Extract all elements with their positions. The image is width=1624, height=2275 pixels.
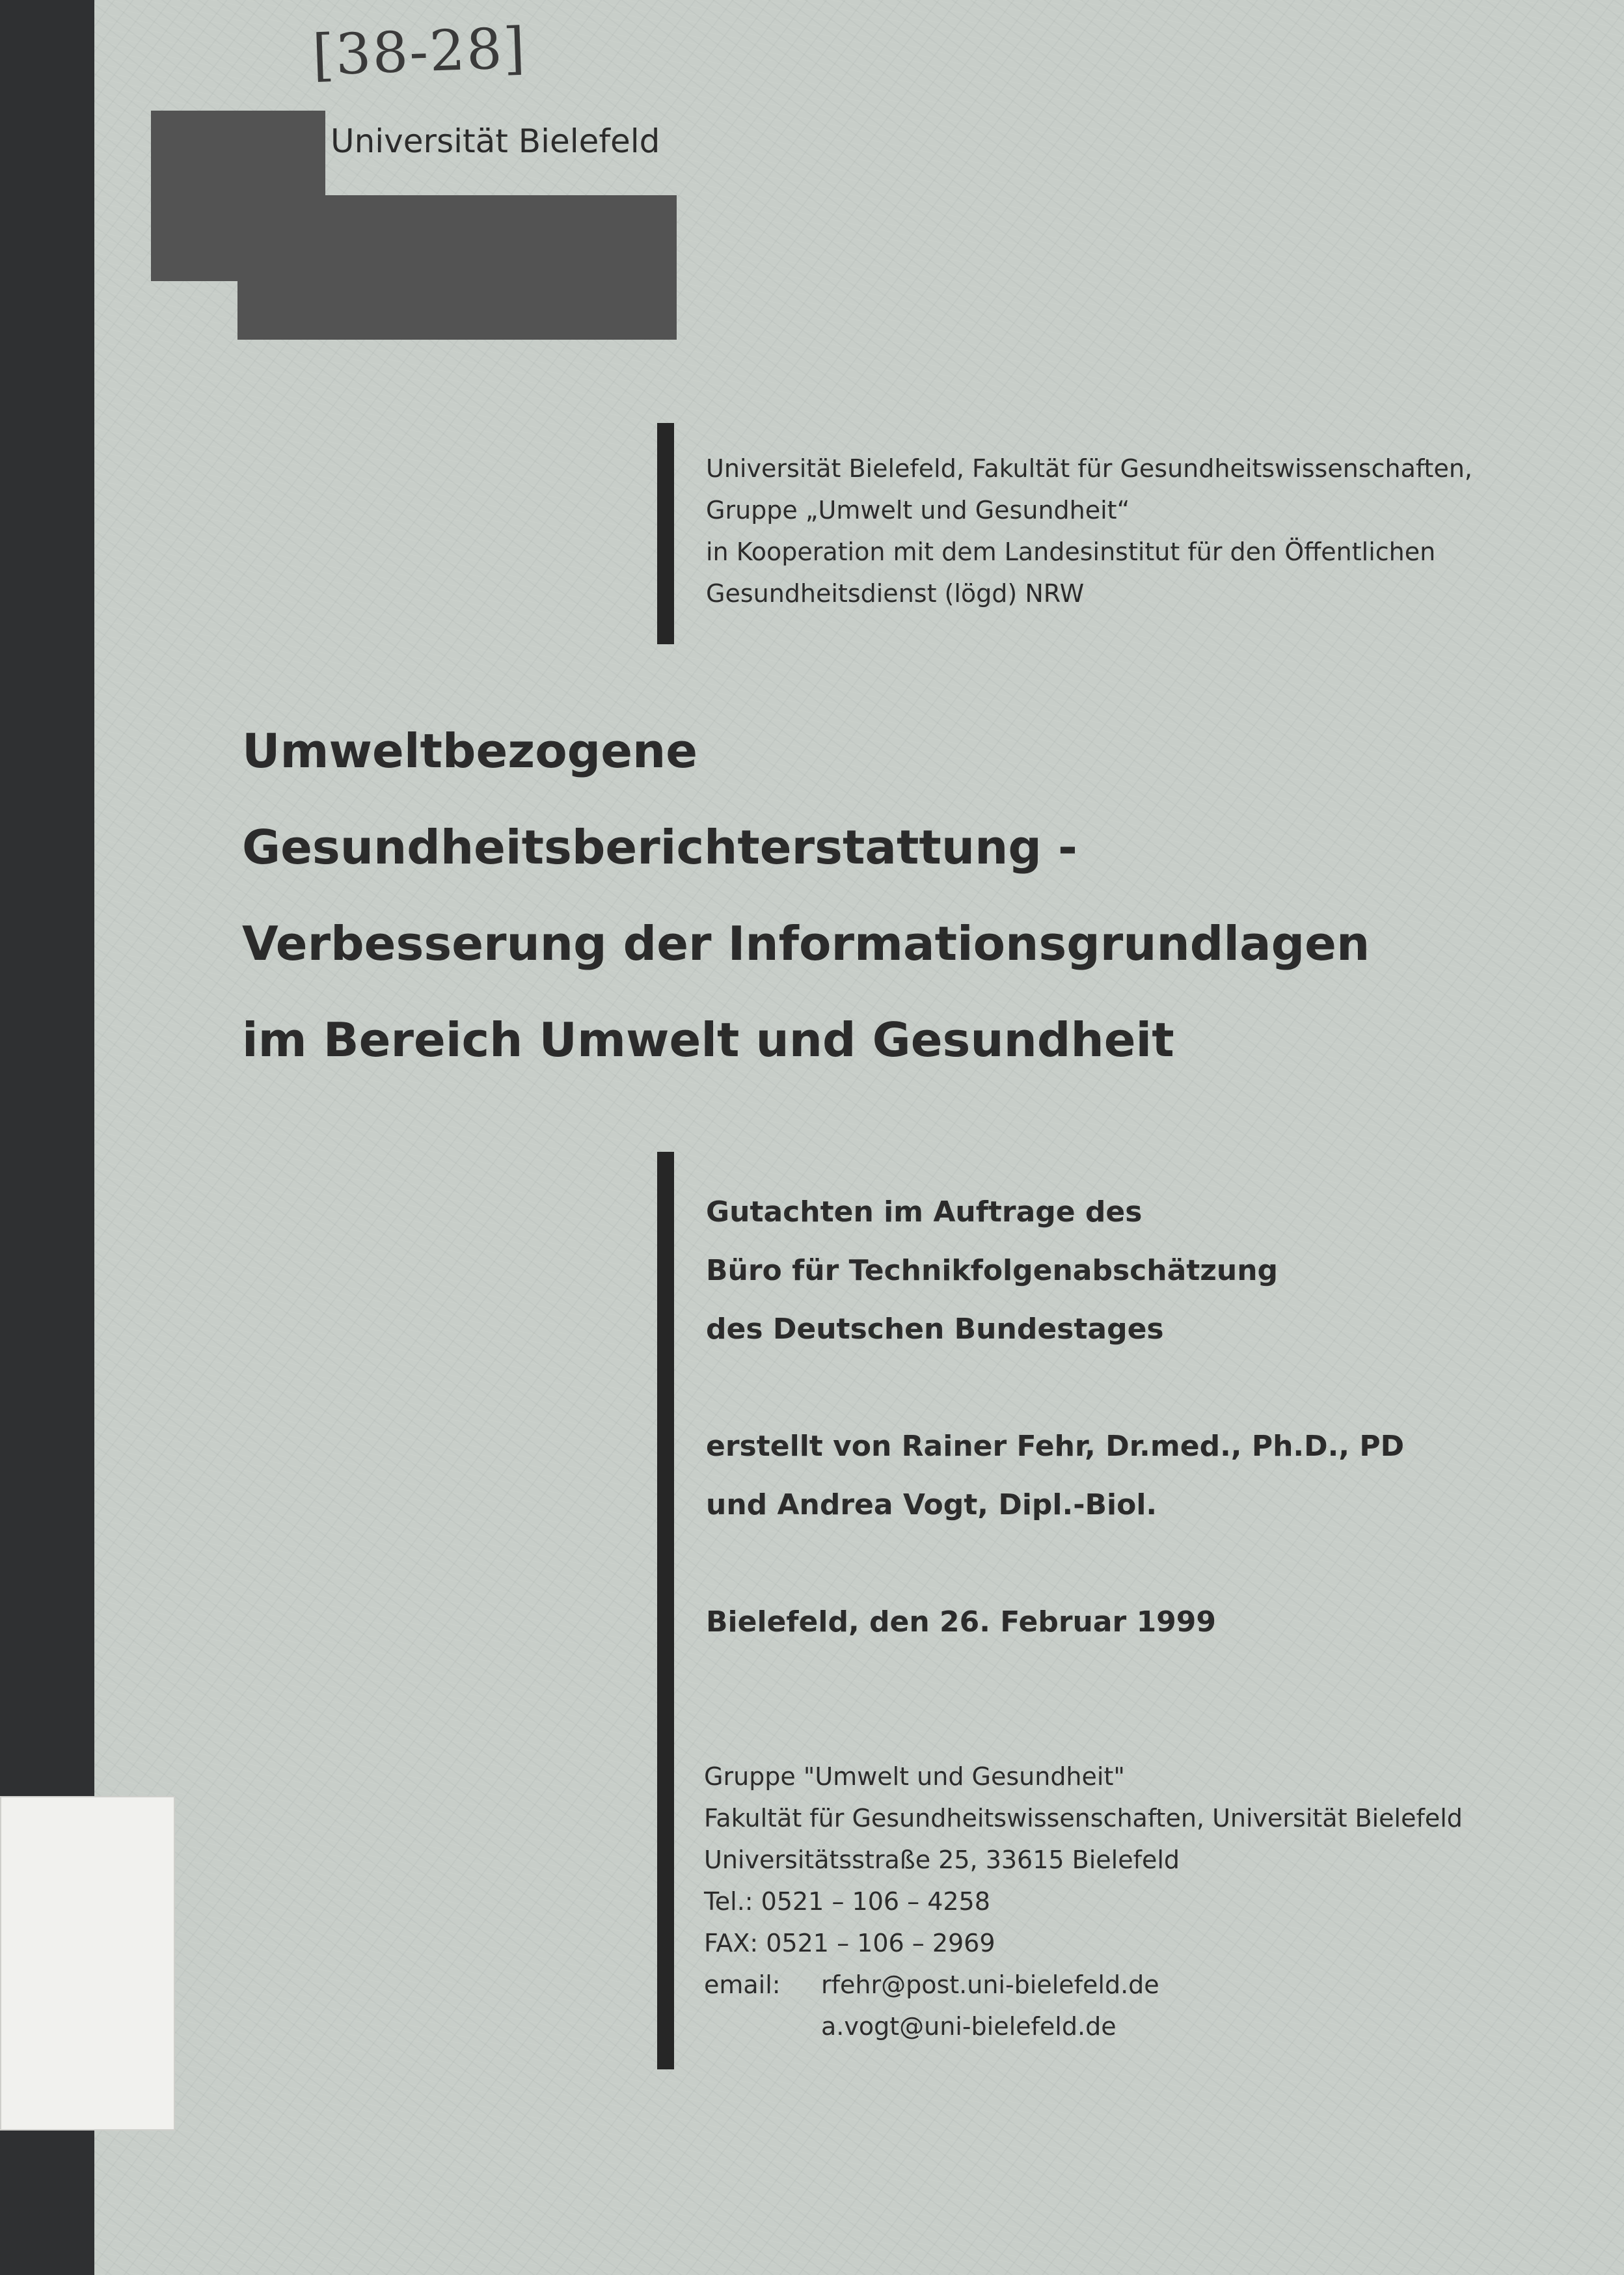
affiliation-line: Gruppe „Umwelt und Gesundheit“: [706, 496, 1130, 524]
contact-faculty: Fakultät für Gesundheitswissenschaften, Universität Bielefeld: [704, 1804, 1463, 1832]
email-label: email:: [704, 1970, 781, 1999]
title-line: Verbesserung der Informationsgrundlagen: [242, 916, 1370, 971]
affiliation-block: [706, 448, 1472, 614]
contact-fax: FAX: 0521 – 106 – 2969: [704, 1929, 995, 1957]
commission-line: Gutachten im Auftrage des: [706, 1195, 1143, 1229]
email-address[interactable]: rfehr@post.uni-bielefeld.de: [821, 1970, 1159, 1999]
commission-info: [706, 1183, 1404, 1652]
document-title: [242, 703, 1370, 1088]
affiliation-line: Universität Bielefeld, Fakultät für Gesundheitswissenschaften,: [706, 454, 1472, 483]
contact-tel: Tel.: 0521 – 106 – 4258: [704, 1887, 990, 1916]
accent-bar-bottom: [657, 1152, 674, 2069]
accent-bar-top: [657, 423, 674, 644]
handwritten-call-number: [38-28]: [311, 16, 528, 89]
title-line: im Bereich Umwelt und Gesundheit: [242, 1013, 1174, 1067]
author-line: und Andrea Vogt, Dipl.-Biol.: [706, 1488, 1157, 1521]
logo-university-name: Universität Bielefeld: [331, 122, 660, 160]
email-address[interactable]: a.vogt@uni-bielefeld.de: [821, 2012, 1116, 2041]
contact-group: Gruppe "Umwelt und Gesundheit": [704, 1762, 1125, 1791]
title-line: Umweltbezogene: [242, 724, 698, 778]
affiliation-line: in Kooperation mit dem Landesinstitut für den Öffentlichen: [706, 538, 1436, 566]
title-line: Gesundheitsberichterstattung -: [242, 820, 1077, 875]
library-label: [0, 1796, 175, 2131]
contact-address: Universitätsstraße 25, 33615 Bielefeld: [704, 1846, 1180, 1874]
date-line: Bielefeld, den 26. Februar 1999: [706, 1605, 1217, 1639]
commission-line: des Deutschen Bundestages: [706, 1313, 1164, 1346]
contact-email-row: [704, 1964, 1463, 2006]
contact-block: [704, 1756, 1463, 2047]
logo-block: [237, 195, 677, 340]
commission-line: Büro für Technikfolgenabschätzung: [706, 1254, 1279, 1287]
author-line: erstellt von Rainer Fehr, Dr.med., Ph.D., PD: [706, 1430, 1405, 1463]
affiliation-line: Gesundheitsdienst (lögd) NRW: [706, 579, 1085, 608]
